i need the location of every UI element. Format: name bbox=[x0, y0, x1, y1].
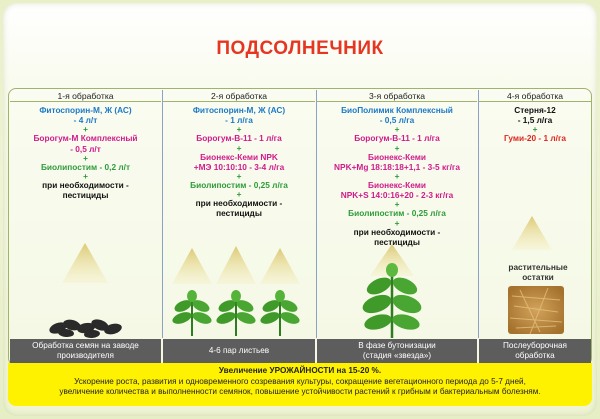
plus-sign: + bbox=[394, 124, 400, 135]
stage-label: обработка bbox=[515, 351, 555, 360]
stage-bar-4 bbox=[479, 339, 591, 363]
seeds-icon bbox=[48, 317, 123, 338]
stage-label: производителя bbox=[56, 351, 114, 360]
treatment-line: Стерня-12 bbox=[514, 105, 556, 115]
plus-sign: + bbox=[394, 217, 400, 228]
benefits-footer bbox=[8, 363, 592, 406]
residue-label-line: растительные bbox=[508, 262, 568, 272]
plus-sign: + bbox=[236, 189, 242, 200]
treatment-line: Фитоспорин-М, Ж (АС) bbox=[39, 105, 132, 115]
stage-label: Послеуборочная bbox=[503, 341, 567, 350]
stage-label: Обработка семян на заводе bbox=[32, 341, 139, 350]
plus-sign: + bbox=[394, 171, 400, 182]
treatment-line: Бионекс-Кеми NPK bbox=[200, 151, 278, 162]
treatment-line: NPK+Mg 18:18:18+1,1 - 3-5 кг/га bbox=[334, 161, 460, 172]
treatment-line: Борогум-В-11 - 1 л/га bbox=[354, 133, 440, 144]
plant-residue-icon bbox=[508, 286, 564, 334]
young-plant-icon bbox=[171, 290, 301, 336]
treatment-line: Борогум-М Комплексный bbox=[33, 133, 138, 144]
treatment-line: - 1 л/га bbox=[225, 115, 253, 126]
plus-sign: + bbox=[236, 124, 242, 135]
treatment-line: пестициды bbox=[374, 236, 420, 247]
treatment-line: пестициды bbox=[62, 190, 109, 201]
benefits-line-2: увеличение количества и выполненности семянок, повышение устойчивости растений к грибным и бактериальным болезням. bbox=[59, 387, 541, 396]
plus-sign: + bbox=[394, 142, 400, 153]
column-header: 1-я обработка bbox=[10, 90, 161, 102]
plus-sign: + bbox=[83, 152, 88, 163]
treatment-line: - 0,5 л/т bbox=[70, 143, 101, 154]
spray-icon bbox=[62, 243, 108, 283]
plus-sign: + bbox=[236, 142, 242, 153]
plus-sign: + bbox=[236, 171, 242, 182]
poster-title: ПОДСОЛНЕЧНИК bbox=[216, 38, 384, 59]
column-header: 4-я обработка bbox=[479, 90, 591, 102]
treatment-line: - 4 л/т bbox=[73, 115, 98, 126]
column-header: 2-я обработка bbox=[163, 90, 315, 102]
plus-sign: + bbox=[394, 199, 400, 210]
stage-bar-2 bbox=[163, 339, 315, 363]
budding-plant-icon bbox=[360, 263, 424, 338]
spray-icon bbox=[512, 216, 552, 250]
benefits-line-1: Ускорение роста, развития и одновременного созревания культуры, сокращение вегетационного периода до 5-7 дней, bbox=[74, 376, 526, 386]
stage-label: 4-6 пар листьев bbox=[208, 346, 270, 355]
treatment-line: Гуми-20 - 1 л/га bbox=[503, 133, 567, 144]
treatment-line: Борогум-В-11 - 1 л/га bbox=[196, 133, 282, 144]
treatment-line: Биолипостим - 0,25 л/га bbox=[348, 208, 446, 219]
residue-label-line: остатки bbox=[522, 272, 554, 282]
spray-icon bbox=[172, 246, 300, 284]
treatment-line: Фитоспорин-М, Ж (АС) bbox=[192, 105, 286, 115]
column-header: 3-я обработка bbox=[317, 90, 477, 102]
treatment-line: при необходимости - bbox=[42, 180, 129, 191]
stage-bar-1 bbox=[10, 339, 161, 363]
treatment-line: Бионекс-Кеми bbox=[368, 151, 426, 162]
treatment-line: +МЭ 10:10:10 - 3-4 л/га bbox=[193, 161, 285, 172]
treatment-line: при необходимости - bbox=[195, 198, 283, 209]
plus-sign: + bbox=[83, 124, 88, 135]
residue-label bbox=[488, 262, 588, 282]
plus-sign: + bbox=[532, 124, 538, 135]
treatment-line: Биолипостим - 0,25 л/га bbox=[190, 180, 288, 191]
treatment-line: БиоПолимик Комплексный bbox=[341, 105, 453, 115]
stage-label: (стадия «звезда») bbox=[362, 351, 432, 360]
plus-sign: + bbox=[83, 171, 88, 182]
treatment-line: NPK+S 14:0:16+20 - 2-3 кг/га bbox=[340, 190, 454, 201]
treatment-line: - 0,5 л/га bbox=[379, 115, 415, 126]
yield-headline: Увеличение УРОЖАЙНОСТИ на 15-20 %. bbox=[218, 366, 382, 375]
stage-label: В фазе бутонизации bbox=[358, 341, 436, 350]
treatment-line: Бионекс-Кеми bbox=[368, 180, 426, 191]
stage-bar-3 bbox=[317, 339, 477, 363]
treatment-line: при необходимости - bbox=[353, 226, 441, 237]
treatment-line: - 1,5 л/га bbox=[517, 115, 553, 126]
treatment-line: Биолипостим - 0,2 л/т bbox=[40, 161, 131, 172]
treatment-line: пестициды bbox=[216, 208, 262, 219]
